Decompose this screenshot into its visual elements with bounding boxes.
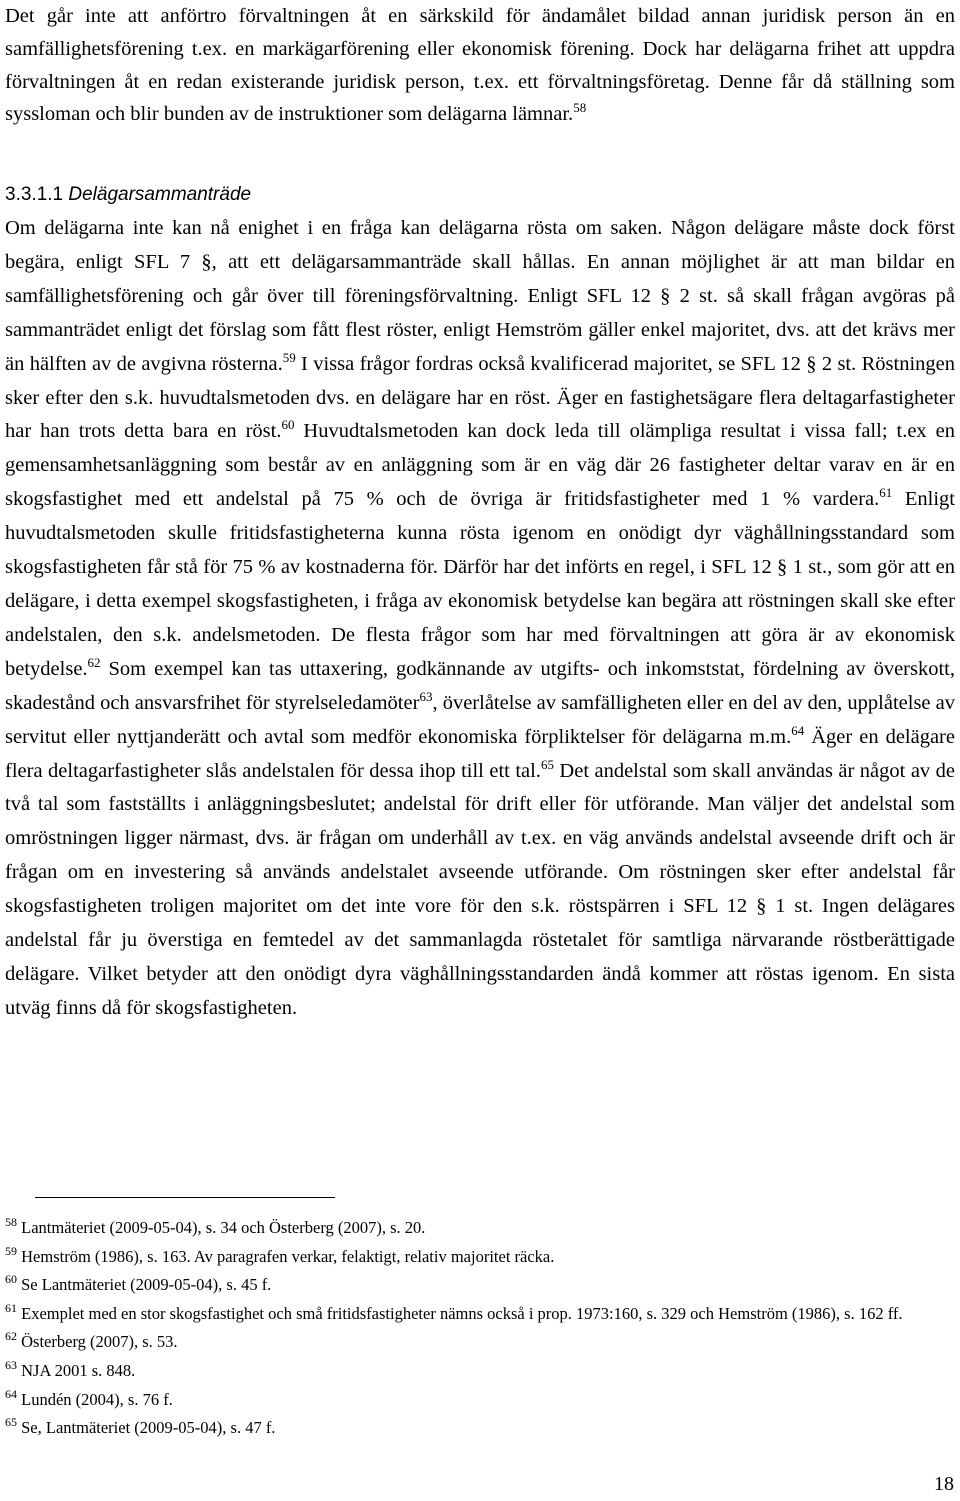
footnote-text: Se, Lantmäteriet (2009-05-04), s. 47 f. [21, 1418, 276, 1438]
footnote-text: Se Lantmäteriet (2009-05-04), s. 45 f. [21, 1275, 272, 1295]
footnote-ref-61: 61 [879, 485, 893, 501]
footnote-number: 60 [5, 1272, 17, 1286]
footnote-text: Lundén (2004), s. 76 f. [21, 1389, 173, 1409]
footnote-item [5, 1214, 955, 1243]
section-heading [5, 181, 251, 209]
body-text-part: I vissa frågor fordras också kvalificerad majoritet, se SFL 12 § 2 st. Röstningen sker efter den s.k. huvudtalsmetoden dvs. en delägare har en röst. Äger en fastighetsägare flera deltagarfastigheter har han trots detta bara en röst. [5, 352, 955, 443]
body-text-part: Äger en delägare flera deltagarfastigheter slås andelstalen för dessa ihop till ett tal. [5, 725, 955, 782]
footnote-item [5, 1357, 955, 1386]
footnote-text: Lantmäteriet (2009-05-04), s. 34 och Österberg (2007), s. 20. [21, 1218, 426, 1237]
footnote-text: Hemström (1986), s. 163. Av paragrafen verkar, felaktigt, relativ majoritet räcka. [21, 1246, 555, 1266]
footnote-ref-60: 60 [281, 417, 295, 433]
footnote-divider [35, 1197, 335, 1198]
footnote-number: 61 [5, 1300, 17, 1315]
footnote-number: 65 [5, 1414, 17, 1429]
footnote-item [5, 1271, 955, 1300]
body-text-part: Huvudtalsmetoden kan dock leda till olämpliga resultat i vissa fall; t.ex en gemensamhetsanläggning som består av en anläggning som är en väg där 26 fastigheter deltar varav en är en skogsfastighet med ett andelstal på 75 % och de övriga är fritidsfastigheter med 1 % vardera. [5, 420, 956, 511]
footnote-ref-59: 59 [282, 349, 296, 365]
footnote-number: 58 [5, 1214, 17, 1229]
footnote-list [5, 1214, 955, 1443]
footnote-ref-65: 65 [540, 756, 554, 772]
footnote-text: NJA 2001 s. 848. [21, 1360, 136, 1380]
footnote-item [5, 1300, 955, 1329]
footnote-text: Exemplet med en stor skogsfastighet och små fritidsfastigheter nämns också i prop. 1973:160, s. 329 och Hemström (1986), s. 162 ff. [21, 1303, 903, 1323]
footnote-number: 64 [5, 1386, 17, 1401]
page-number: 18 [934, 1473, 954, 1495]
section-number: 3.3.1.1 [5, 184, 64, 205]
body-text-part: Om delägarna inte kan nå enighet i en fråga kan delägarna rösta om saken. Någon delägare måste dock först begära, enligt SFL 7 §, att ett delägarsammanträde skall hållas. En annan möjlighet är att man bildar en samfällighetsförening och går över till föreningsförvaltning. Enligt SFL 12 § 2 st. så skall frågan avgöras på sammanträdet enligt det förslag som fått flest röster, enligt Hemström gäller enkel majoritet, dvs. att det krävs mer än hälften av de avgivna rösterna. [5, 217, 955, 375]
footnote-number: 63 [5, 1357, 17, 1372]
footnote-item [5, 1328, 955, 1357]
intro-paragraph [5, 0, 955, 131]
footnote-item [5, 1386, 955, 1415]
body-paragraph [5, 212, 955, 1026]
body-text-part: , överlåtelse av samfälligheten eller en del av den, upplåtelse av servitut eller nyttjanderätt och avtal som medför ekonomiska förpliktelser för delägarna m.m. [5, 691, 956, 748]
footnote-text: Österberg (2007), s. 53. [21, 1332, 178, 1352]
body-text-part: Det andelstal som skall användas är något av de två tal som fastställts i anläggningsbeslutet; andelstal för drift eller för utförande. Man väljer det andelstal som omröstningen ligger närmast, dvs. är frågan om underhåll av t.ex. en väg används andelstal avseende drift och är frågan om en investering så används andelstalet avseende utförande. Om röstningen sker efter andelstal får skogsfastigheten troligen majoritet om det inte vore för den s.k. röstspärren i SFL 12 § 1 st. Ingen delägares andelstal får ju överstiga en femtedel av det sammanlagda röstetalet för samtliga närvarande röstberättigade delägare. Vilket betyder att den onödigt dyra väghållningsstandarden ändå kommer att röstas igenom. En sista utväg finns då för skogsfastigheten. [5, 759, 955, 1019]
footnote-ref-62: 62 [87, 654, 101, 670]
body-text-part: Som exempel kan tas uttaxering, godkännande av utgifts- och inkomststat, fördelning av överskott, skadestånd och ansvarsfrihet för styrelseledamöter [5, 657, 955, 714]
section-title: Delägarsammanträde [68, 184, 252, 205]
footnote-item [5, 1414, 955, 1443]
intro-text: Det går inte att anförtro förvaltningen åt en särkskild för ändamålet bildad annan juridisk person än en samfällighetsförening t.ex. en markägarförening eller ekonomisk förening. Dock har delägarna frihet att uppdra förvaltningen åt en redan existerande juridisk person, t.ex. ett förvaltningsföretag. Denne får då ställning som syssloman och blir bunden av de instruktioner som delägarna lämnar. [5, 5, 955, 126]
footnote-number: 59 [5, 1243, 17, 1258]
footnote-ref-63: 63 [419, 688, 433, 704]
body-text-part: Enligt huvudtalsmetoden skulle fritidsfastigheterna kunna rösta igenom en onödigt dyr väghållningsstandard som skogsfastigheten får stå för 75 % av kostnaderna för. Därför har det införts en regel, i SFL 12 § 1 st., som gör att en delägare, i detta exempel skogsfastigheten, i fråga av ekonomisk betydelse kan begära att röstningen skall ske efter andelstalen, den s.k. andelsmetoden. De flesta frågor som har med förvaltningen att göra är av ekonomisk betydelse. [5, 488, 956, 680]
footnote-number: 62 [5, 1329, 17, 1344]
footnote-ref-64: 64 [791, 722, 805, 738]
footnote-ref-58: 58 [573, 100, 587, 116]
footnote-item [5, 1243, 955, 1272]
